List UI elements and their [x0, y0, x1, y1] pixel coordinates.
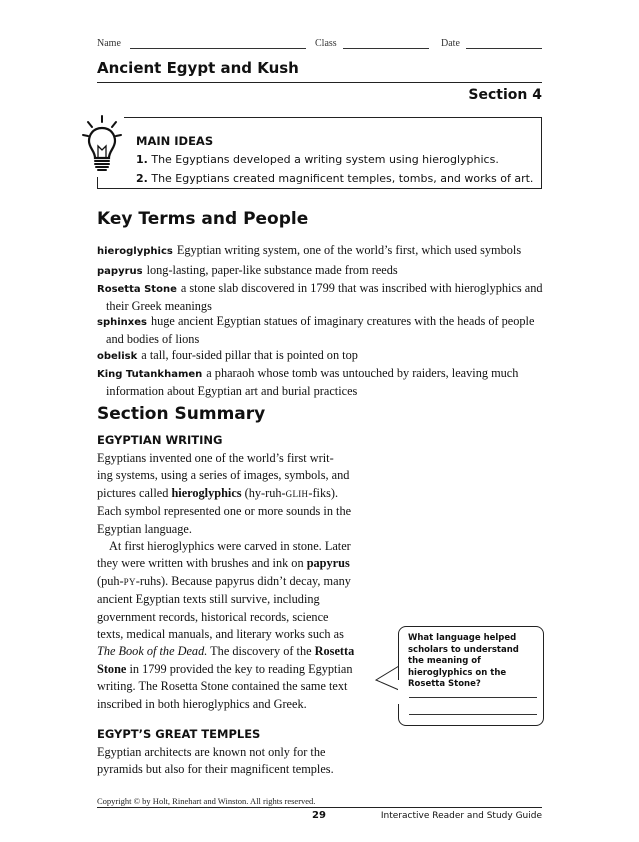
term-word: papyrus	[97, 266, 143, 277]
footer-rule	[97, 807, 542, 808]
key-term-item	[97, 280, 551, 315]
page-title: Ancient Egypt and Kush	[97, 59, 299, 77]
hieroglyphics-term: hieroglyphics	[171, 485, 242, 500]
text-line: ing systems, using a series of images, symbols, and	[97, 468, 350, 483]
class-field-line[interactable]	[343, 48, 429, 49]
key-terms-heading: Key Terms and People	[97, 209, 309, 229]
key-term-item	[97, 242, 551, 260]
copyright: Copyright © by Holt, Rinehart and Winston. All rights reserved.	[97, 796, 316, 806]
term-definition: Egyptian writing system, one of the world’s first, which used symbols	[176, 243, 522, 257]
great-temples-subhead: EGYPT’S GREAT TEMPLES	[97, 727, 261, 741]
term-word: King Tutankhamen	[97, 369, 203, 380]
title-rule	[97, 82, 542, 83]
text-line: Each symbol represented one or more sounds in the	[97, 504, 352, 519]
name-field-line[interactable]	[130, 48, 306, 49]
main-idea-2-number: 2.	[136, 172, 148, 185]
sidebar-question: What language helped scholars to understand the meaning of hieroglyphics on the Rosetta Stone?	[408, 633, 519, 689]
main-idea-2	[136, 172, 533, 185]
writing-body	[97, 450, 379, 713]
book-title-italic: The Book of the Dead.	[97, 644, 208, 659]
page-number: 29	[312, 810, 326, 821]
papyrus-term: papyrus	[306, 556, 350, 571]
term-word: obelisk	[97, 351, 138, 362]
text-line: pictures called hieroglyphics (hy-ruh-GLIH-fiks).	[97, 485, 339, 500]
text-line: ancient Egyptian texts still survive, including	[97, 592, 320, 607]
term-definition: a pharaoh whose tomb was untouched by raiders, leaving much information about Egyptian art and burial practices	[106, 366, 519, 398]
key-term-item	[97, 365, 551, 400]
date-label: Date	[441, 38, 460, 49]
text-line: At first hieroglyphics were carved in stone. Later	[109, 539, 351, 554]
callout-gap	[398, 680, 400, 704]
text-line: government records, historical records, science	[97, 609, 329, 624]
text-line: writing. The Rosetta Stone contained the same text	[97, 679, 348, 694]
lightbulb-icon	[80, 113, 124, 177]
egyptian-writing-subhead: EGYPTIAN WRITING	[97, 433, 223, 447]
text-line: pyramids but also for their magnificent temples.	[97, 762, 334, 777]
key-term-item	[97, 313, 551, 348]
text-line: Egyptians invented one of the world’s first writ-	[97, 451, 334, 465]
text-line: Stone in 1799 provided the key to reading Egyptian	[97, 661, 353, 676]
name-label: Name	[97, 38, 121, 49]
key-term-item	[97, 347, 551, 365]
main-idea-1	[136, 153, 499, 166]
main-idea-2-text: The Egyptians created magnificent temples, tombs, and works of art.	[151, 172, 534, 185]
sidebar-question-box	[398, 626, 544, 726]
main-idea-1-number: 1.	[136, 153, 148, 166]
text-line: The Book of the Dead. The discovery of the Rosetta	[97, 644, 355, 659]
text-line: they were written with brushes and ink on papyrus	[97, 556, 350, 571]
key-term-item	[97, 262, 551, 280]
term-definition: a tall, four-sided pillar that is pointed on top	[141, 348, 358, 362]
stone-term: Stone	[97, 661, 127, 676]
term-word: hieroglyphics	[97, 246, 173, 257]
text-line: texts, medical manuals, and literary works such as	[97, 627, 344, 642]
answer-line-1[interactable]	[409, 697, 537, 698]
answer-line-2[interactable]	[409, 714, 537, 715]
term-definition: long-lasting, paper-like substance made from reeds	[146, 263, 398, 277]
book-title: Interactive Reader and Study Guide	[380, 811, 542, 821]
term-word: Rosetta Stone	[97, 284, 177, 295]
main-idea-1-text: The Egyptians developed a writing system using hieroglyphics.	[151, 153, 499, 166]
section-summary-heading: Section Summary	[97, 404, 266, 424]
date-field-line[interactable]	[466, 48, 542, 49]
text-line: inscribed in both hieroglyphics and Greek.	[97, 696, 307, 711]
rosetta-term: Rosetta	[314, 644, 355, 659]
class-label: Class	[315, 38, 337, 49]
text-line: (puh-PY-ruhs). Because papyrus didn’t decay, many	[97, 573, 351, 588]
section-label: Section 4	[468, 87, 542, 103]
term-definition: huge ancient Egyptian statues of imaginary creatures with the heads of people and bodies of lions	[106, 314, 535, 346]
term-definition: a stone slab discovered in 1799 that was inscribed with hieroglyphics and their Greek meanings	[106, 281, 543, 313]
text-line: Egyptian architects are known not only for the	[97, 745, 326, 759]
term-word: sphinxes	[97, 317, 147, 328]
temples-body	[97, 744, 379, 779]
text-line: Egyptian language.	[97, 521, 192, 536]
main-ideas-heading: MAIN IDEAS	[136, 134, 214, 148]
